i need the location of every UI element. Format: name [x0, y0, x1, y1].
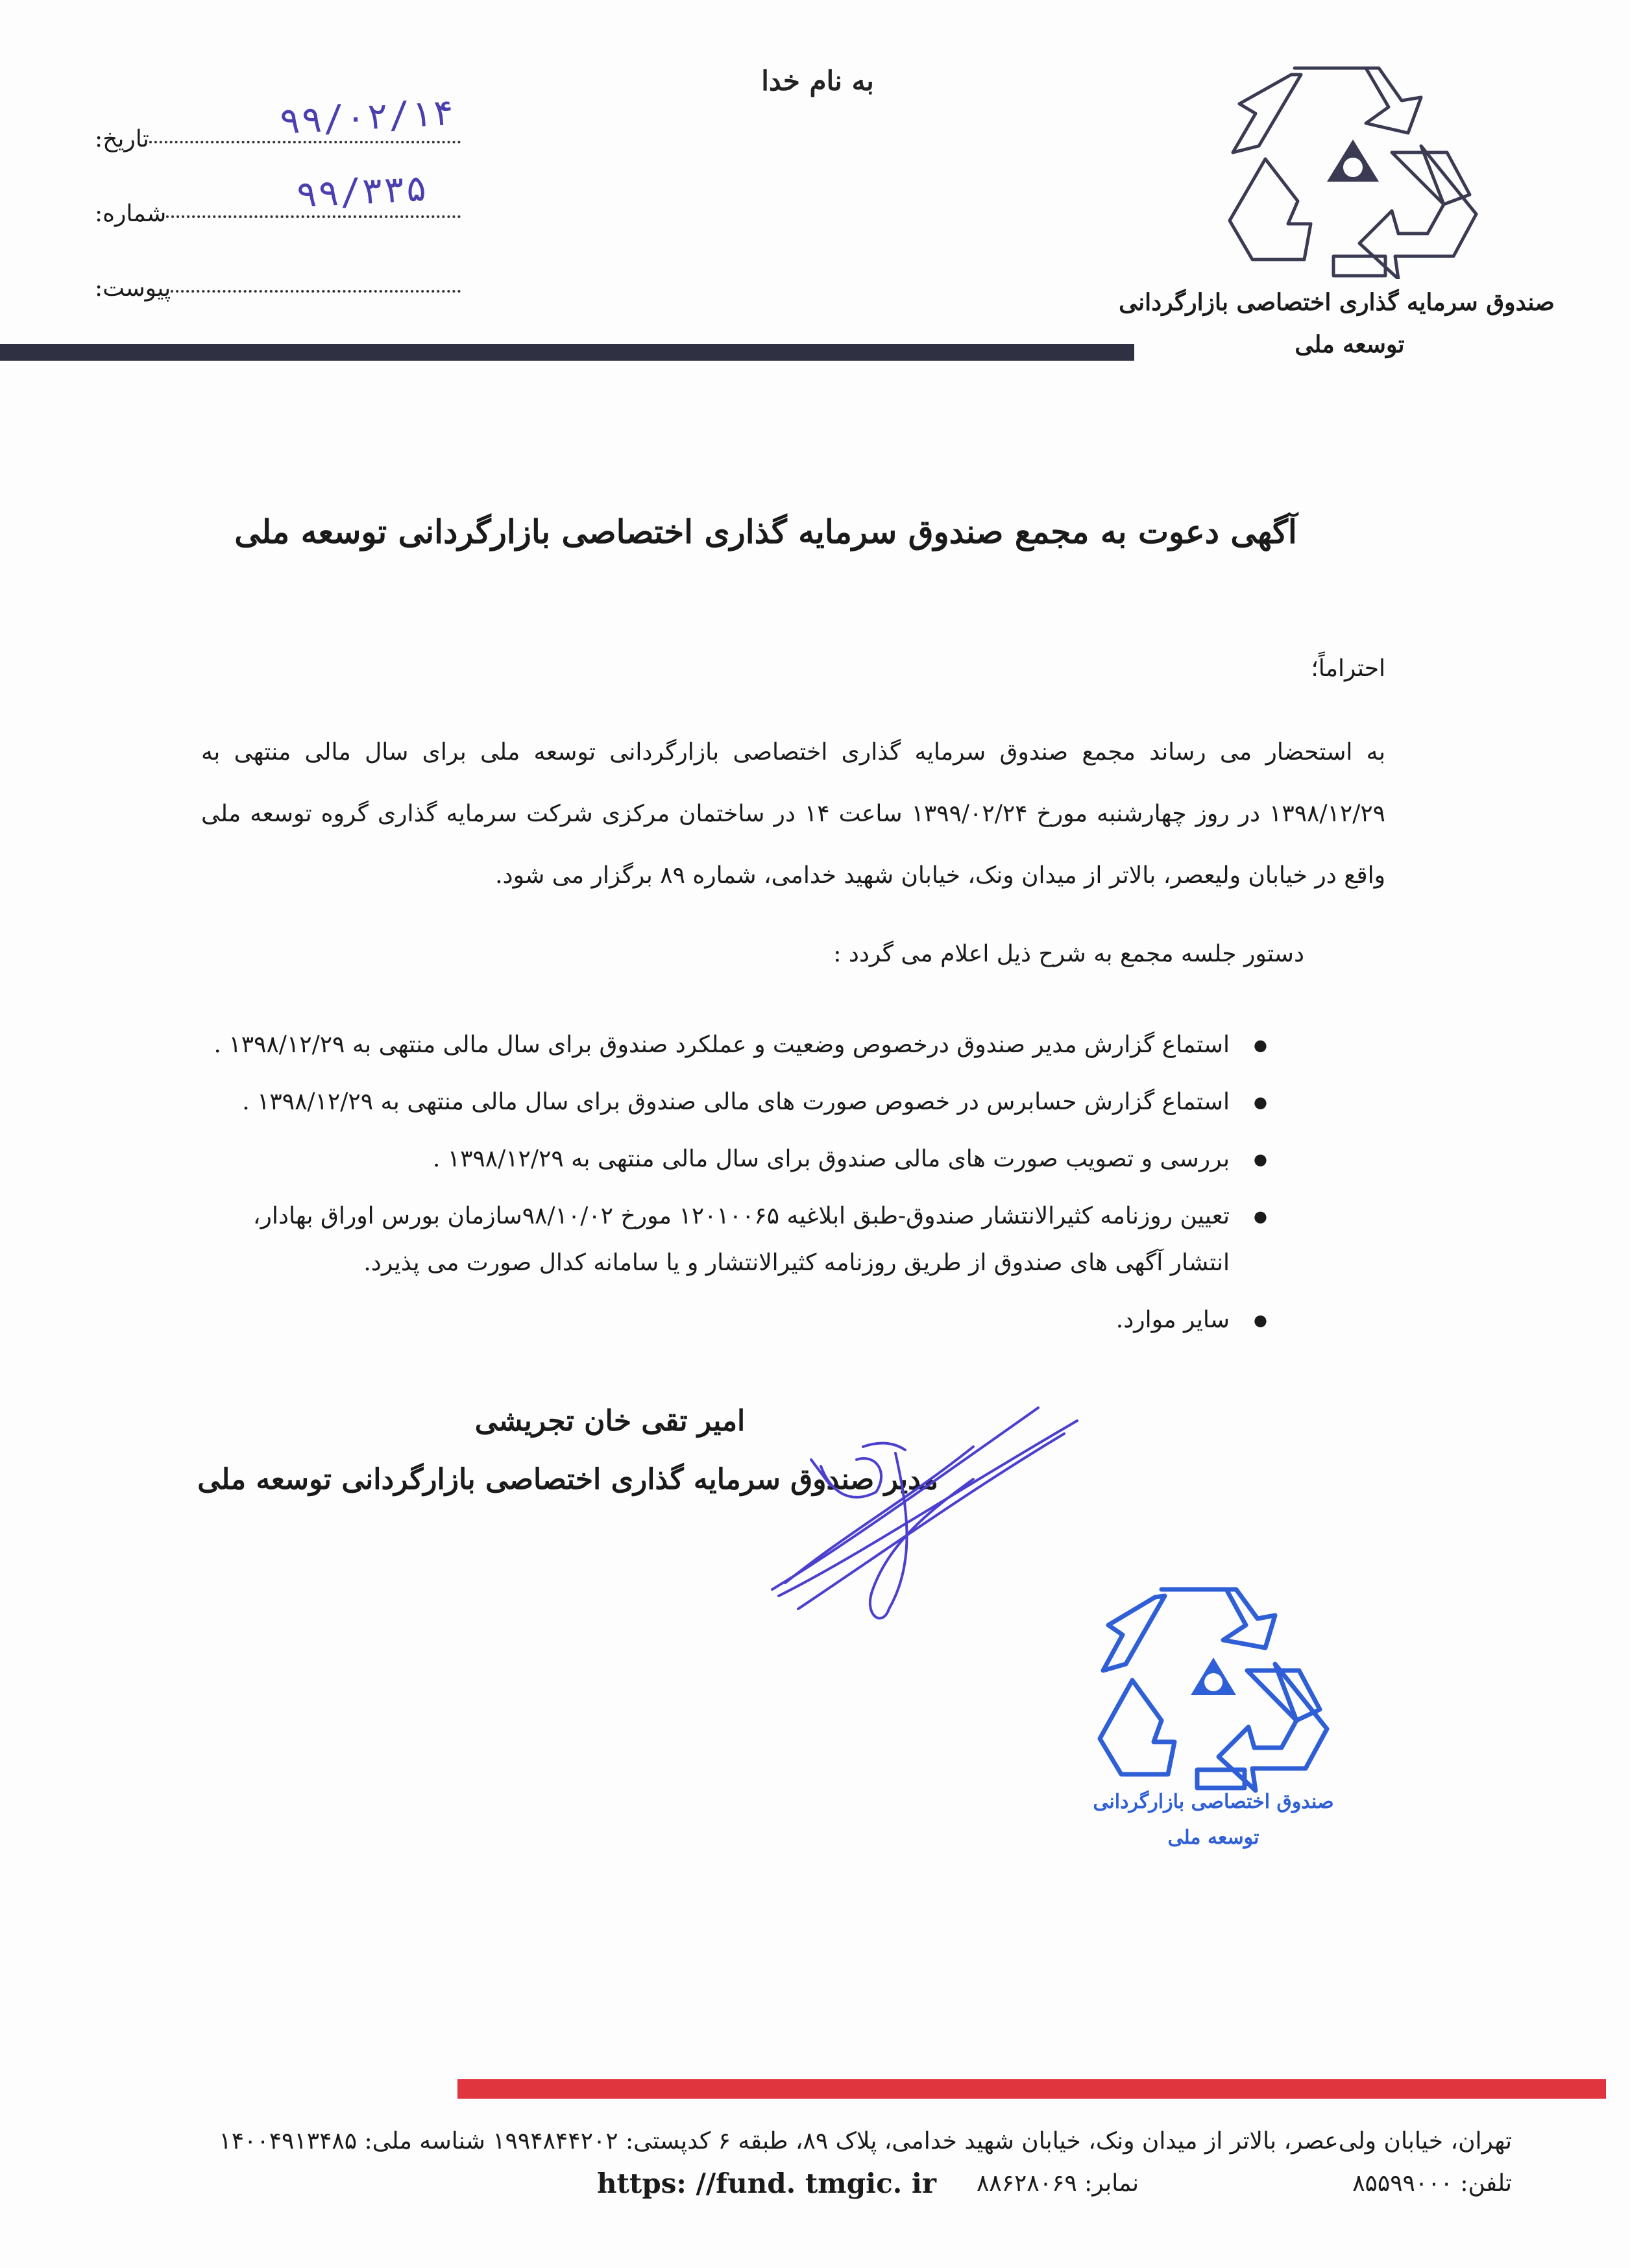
footer-phone: تلفن: ۸۵۵۹۹۰۰۰: [1352, 2170, 1512, 2197]
stamp-text-line1: صندوق اختصاصی بازارگردانی: [1093, 1791, 1334, 1813]
footer-divider: [457, 2079, 1606, 2099]
agenda-item: ● استماع گزارش حسابرس در خصوص صورت های مالی صندوق برای سال مالی منتهی به ۱۳۹۸/۱۲/۲۹ .: [195, 1079, 1230, 1126]
agenda-item: ● استماع گزارش مدیر صندوق درخصوص وضعیت و عملکرد صندوق برای سال مالی منتهی به ۱۳۹۸/۱۲/۲۹ .: [195, 1022, 1230, 1068]
bismillah-heading: به نام خدا: [761, 65, 874, 97]
date-label: تاریخ:: [95, 126, 149, 152]
attachment-field: [91, 256, 461, 302]
agenda-item: ● بررسی و تصویب صورت های مالی صندوق برای سال مالی منتهی به ۱۳۹۸/۱۲/۲۹ .: [195, 1136, 1230, 1183]
agenda-item: ● تعیین روزنامه کثیرالانتشار صندوق-طبق ابلاغیه ۱۲۰۱۰۰۶۵ مورخ ۹۸/۱۰/۰۲سازمان بورس اوراق بهادار، انتشار آگهی های صندوق از طریق روزنامه کثیرالانتشار و یا سامانه کدال صورت می پذیرد.: [195, 1193, 1230, 1286]
org-name-line1: صندوق سرمایه گذاری اختصاصی بازارگردانی: [1119, 289, 1555, 316]
salutation: احتراماً؛: [1311, 655, 1385, 682]
signer-title: مدیر صندوق سرمایه گذاری اختصاصی بازارگردانی توسعه ملی: [197, 1463, 938, 1496]
footer-address: تهران، خیابان ولی‌عصر، بالاتر از میدان ونک، خیابان شهید خدامی، پلاک ۸۹، طبقه ۶ کدپستی: ۱۹۹۴۸۴۴۲۰۲ شناسه ملی: ۱۴۰۰۴۹۱۳۴۸۵: [219, 2128, 1512, 2154]
handwritten-signature: [759, 1395, 1084, 1641]
number-dotted-line: [166, 167, 461, 218]
agenda-list: [195, 1022, 1269, 1354]
header-divider: [0, 344, 1134, 361]
agenda-intro: دستور جلسه مجمع به شرح ذیل اعلام می گردد :: [833, 941, 1304, 967]
page-title: آگهی دعوت به مجمع صندوق سرمایه گذاری اختصاصی بازارگردانی توسعه ملی: [234, 513, 1297, 551]
date-field: [91, 91, 461, 152]
number-field: [91, 167, 461, 227]
intro-paragraph: به استحضار می رساند مجمع صندوق سرمایه گذاری اختصاصی بازارگردانی توسعه ملی برای سال مالی منتهی به ۱۳۹۸/۱۲/۲۹ در روز چهارشنبه مورخ ۱۳۹۹/۰۲/۲۴ ساعت ۱۴ در ساختمان مرکزی شرکت سرمایه گذاری گروه توسعه ملی واقع در خیابان ولیعصر، بالاتر از میدان ونک، خیابان شهید خدامی، شماره ۸۹ برگزار می شود.: [201, 739, 1385, 889]
footer-website-link[interactable]: https: //fund. tmgic. ir: [597, 2167, 936, 2199]
agenda-item: ● سایر موارد.: [195, 1297, 1230, 1344]
date-dotted-line: [149, 91, 461, 143]
signer-name: امیر تقی خان تجریشی: [474, 1405, 746, 1438]
date-handwritten-value: ۹۹/۰۲/۱۴: [278, 91, 456, 143]
stamp-text-line2: توسعه ملی: [1167, 1826, 1259, 1849]
org-name-line2: توسعه ملی: [1295, 331, 1405, 358]
attachment-label: پیوست:: [95, 275, 171, 302]
footer-contacts: [117, 2167, 1512, 2209]
number-label: شماره:: [95, 200, 167, 227]
number-handwritten-value: ۹۹/۳۳۵: [295, 167, 429, 217]
footer-fax: نمابر: ۸۸۶۲۸۰۶۹: [977, 2170, 1139, 2197]
attachment-dotted-line: [171, 290, 461, 293]
recycling-triangle-icon: [1226, 62, 1479, 279]
